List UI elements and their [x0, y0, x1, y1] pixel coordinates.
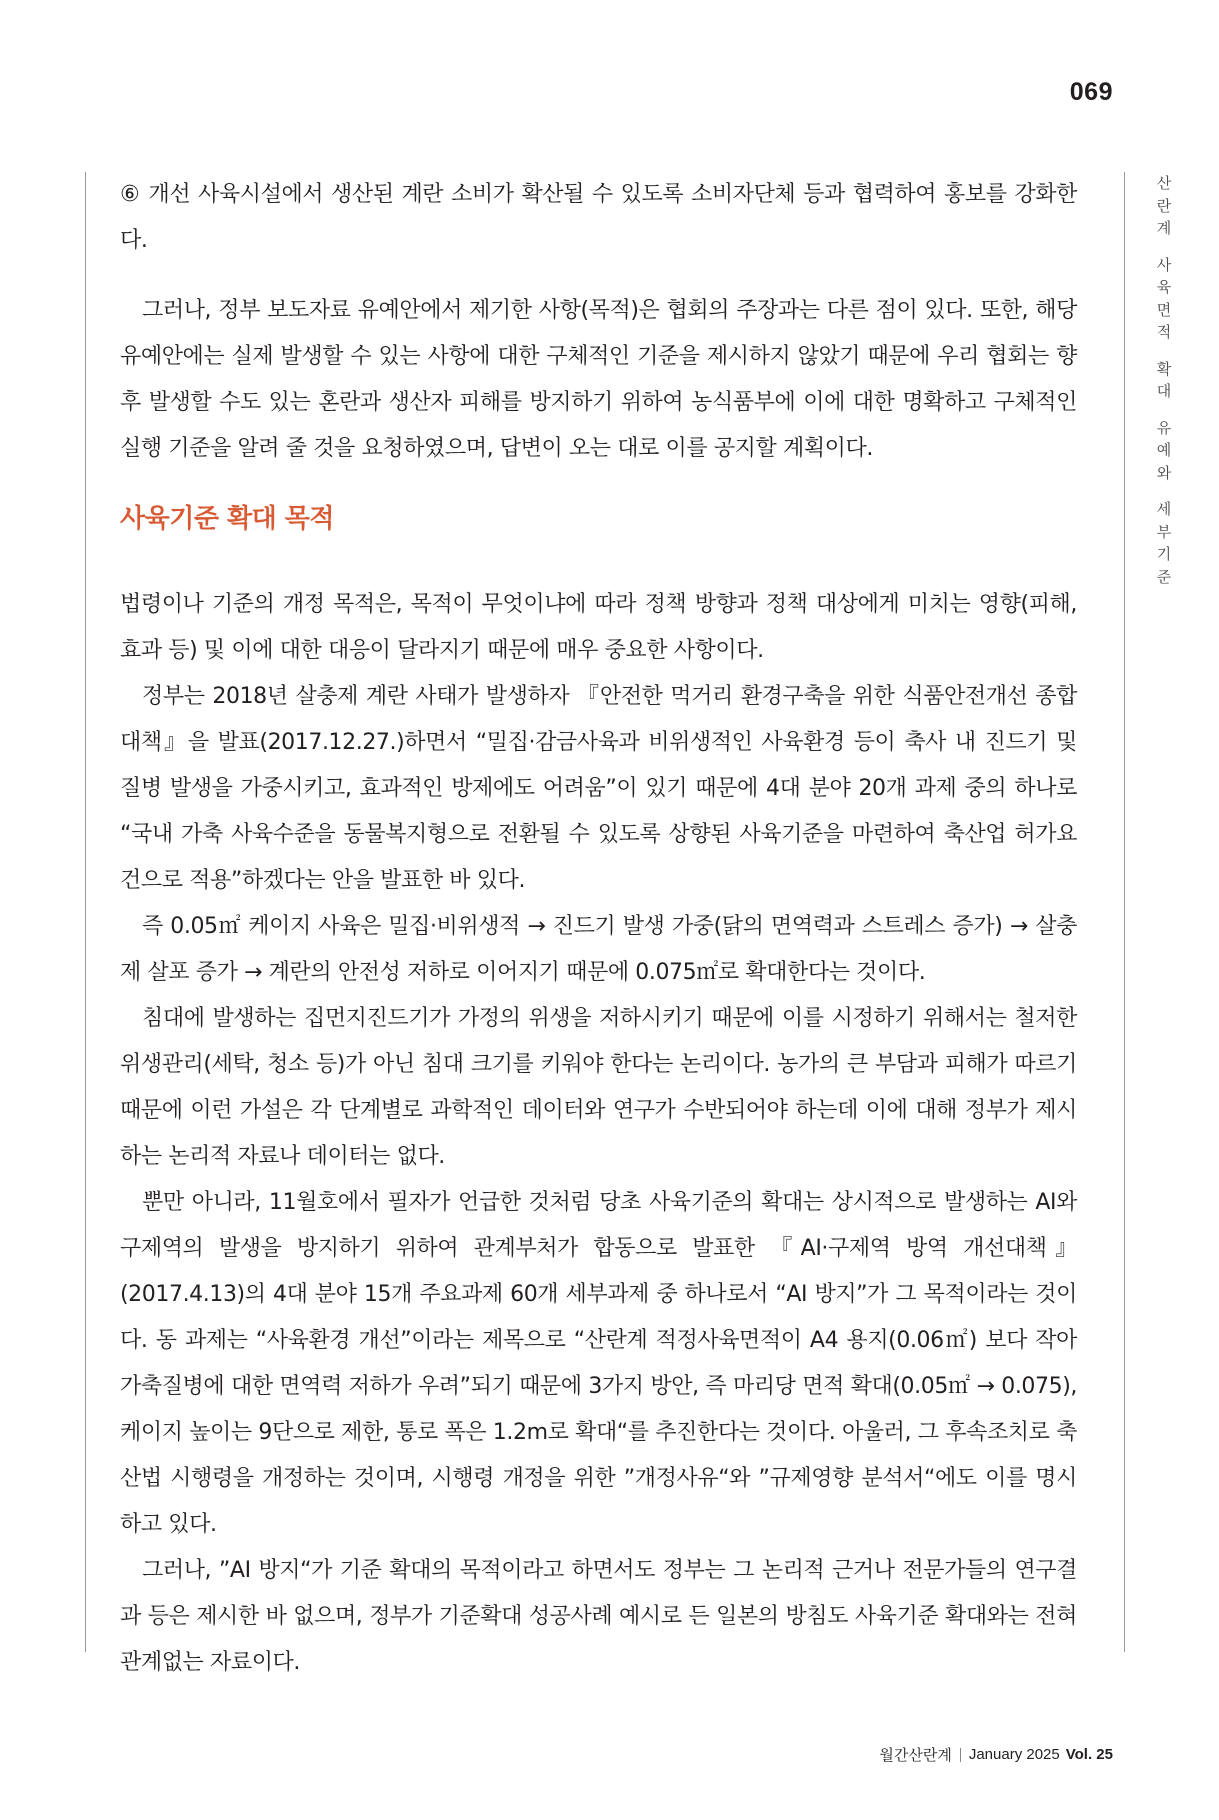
page-footer	[879, 1744, 1113, 1765]
right-margin-rule	[1124, 172, 1125, 1652]
running-title-gap	[1150, 344, 1178, 358]
running-title-char: 세	[1156, 500, 1172, 518]
left-margin-rule	[85, 172, 86, 1652]
body-paragraph: 정부는 2018년 살충제 계란 사태가 발생하자 『안전한 먹거리 환경구축을 위한 식품안전개선 종합대책』을 발표(2017.12.27.)하면서 “밀집·감금사육과 비위생적인 사육환경 등이 축사 내 진드기 및 질병 발생을 가중시키고, 효과적인 방제에도 어려움”이 있기 때문에 4대 분야 20개 과제 중의 하나로 “국내 가축 사육수준을 동물복지형으로 전환될 수 있도록 상향된 사육기준을 마련하여 축산업 허가요건으로 적용”하겠다는 안을 발표한 바 있다.	[120, 684, 1077, 893]
page-number: 069	[1069, 78, 1113, 106]
running-title-char: 기	[1156, 545, 1172, 563]
article-body	[120, 172, 1077, 1686]
running-title-char: 산	[1156, 174, 1172, 192]
body-paragraph: 침대에 발생하는 집먼지진드기가 가정의 위생을 저하시키기 때문에 이를 시정하기 위해서는 철저한 위생관리(세탁, 청소 등)가 아닌 침대 크기를 키워야 한다는 논리이다. 농가의 큰 부담과 피해가 따르기 때문에 이런 가설은 각 단계별로 과학적인 데이터와 연구가 수반되어야 하는데 이에 대해 정부가 제시하는 논리적 자료나 데이터는 없다.	[120, 1006, 1077, 1169]
issue-date: January 2025	[968, 1746, 1060, 1763]
section-heading: 사육기준 확대 목적	[120, 504, 335, 534]
running-title-char: 예	[1156, 441, 1172, 459]
running-title-char: 란	[1156, 196, 1172, 215]
running-title-char: 준	[1156, 567, 1172, 586]
body-paragraph: 그러나, ”AI 방지“가 기준 확대의 목적이라고 하면서도 정부는 그 논리적 근거나 전문가들의 연구결과 등은 제시한 바 없으며, 정부가 기준확대 성공사례 예시로 든 일본의 방침도 사육기준 확대와는 전혀 관계없는 자료이다.	[120, 1558, 1077, 1675]
running-title-char: 부	[1156, 522, 1172, 541]
magazine-name: 월간산란계	[879, 1747, 952, 1764]
running-title-gap	[1150, 484, 1178, 498]
volume-number: Vol. 25	[1065, 1746, 1113, 1763]
numbered-item-6: ⑥ 개선 사육시설에서 생산된 계란 소비가 확산될 수 있도록 소비자단체 등과 협력하여 홍보를 강화한다.	[120, 182, 1077, 253]
running-title-char: 면	[1156, 300, 1172, 319]
body-paragraph: 즉 0.05㎡ 케이지 사육은 밀집·비위생적 → 진드기 발생 가중(닭의 면역력과 스트레스 증가) → 살충제 살포 증가 → 계란의 안전성 저하로 이어지기 때문에 0.075㎡로 확대한다는 것이다.	[120, 914, 1077, 985]
running-title-char: 와	[1156, 463, 1172, 482]
footer-divider	[960, 1748, 961, 1762]
intro-paragraph: 그러나, 정부 보도자료 유예안에서 제기한 사항(목적)은 협회의 주장과는 다른 점이 있다. 또한, 해당 유예안에는 실제 발생할 수 있는 사항에 대한 구체적인 기준을 제시하지 않았기 때문에 우리 협회는 향후 발생할 수도 있는 혼란과 생산자 피해를 방지하기 위하여 농식품부에 이에 대한 명확하고 구체적인 실행 기준을 알려 줄 것을 요청하였으며, 답변이 오는 대로 이를 공지할 계획이다.	[120, 298, 1077, 461]
running-title-char: 육	[1156, 278, 1172, 296]
body-paragraph: 법령이나 기준의 개정 목적은, 목적이 무엇이냐에 따라 정책 방향과 정책 대상에게 미치는 영향(피해, 효과 등) 및 이에 대한 대응이 달라지기 때문에 매우 중요한 사항이다.	[120, 592, 1077, 663]
running-title-char: 계	[1156, 219, 1172, 237]
running-title-char: 확	[1156, 359, 1172, 378]
running-title-char: 사	[1156, 255, 1172, 274]
running-title-gap	[1150, 403, 1178, 417]
running-title-char: 적	[1156, 323, 1172, 341]
running-title-char: 대	[1156, 382, 1172, 400]
body-paragraph: 뿐만 아니라, 11월호에서 필자가 언급한 것처럼 당초 사육기준의 확대는 상시적으로 발생하는 AI와 구제역의 발생을 방지하기 위하여 관계부처가 합동으로 발표한 『AI·구제역 방역 개선대책』(2017.4.13)의 4대 분야 15개 주요과제 60개 세부과제 중 하나로서 “AI 방지”가 그 목적이라는 것이다. 동 과제는 “사육환경 개선”이라는 제목으로 “산란계 적정사육면적이 A4 용지(0.06㎡) 보다 작아 가축질병에 대한 면역력 저하가 우려”되기 때문에 3가지 방안, 즉 마리당 면적 확대(0.05㎡ → 0.075), 케이지 높이는 9단으로 제한, 통로 폭은 1.2m로 확대“를 추진한다는 것이다. 아울러, 그 후속조치로 축산법 시행령을 개정하는 것이며, 시행령 개정을 위한 ”개정사유“와 ”규제영향 분석서“에도 이를 명시하고 있다.	[120, 1190, 1077, 1537]
running-title-gap	[1150, 240, 1178, 254]
running-title-char: 유	[1156, 418, 1172, 437]
running-title-vertical	[1150, 172, 1178, 588]
